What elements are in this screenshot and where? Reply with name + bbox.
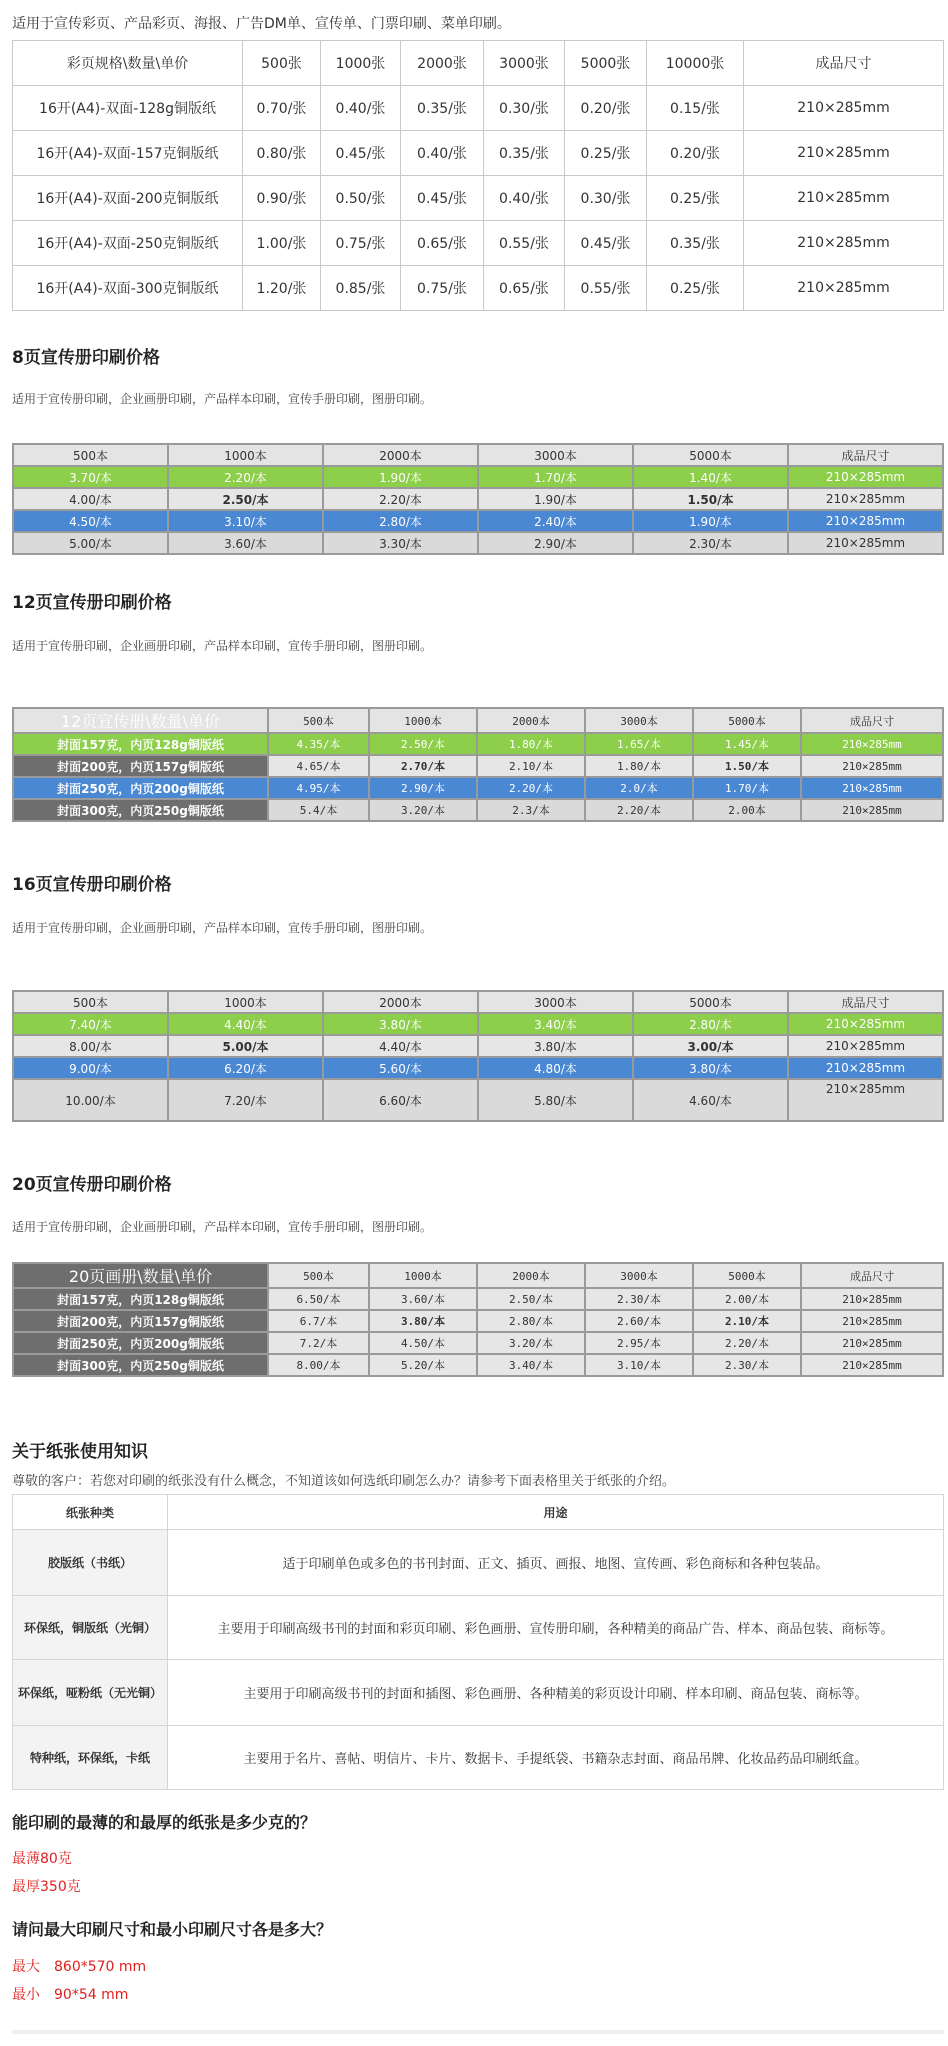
table-cell: 210×285mm: [788, 466, 943, 488]
table-cell: 0.30/张: [484, 86, 565, 131]
table-cell: 2.10/本: [477, 755, 585, 777]
table-cell: 1000本: [369, 708, 477, 733]
table-cell: 2.50/本: [168, 488, 323, 510]
table-cell: 1.90/本: [633, 510, 788, 532]
table-cell: 主要用于印刷高级书刊的封面和插图、彩色画册、各种精美的彩页设计印刷、样本印刷、商品包装、商标等。: [168, 1660, 944, 1726]
table-cell: 210×285mm: [744, 86, 944, 131]
table-cell: 2.80/本: [477, 1310, 585, 1332]
table-cell: 2.00本: [693, 799, 801, 821]
table-cell: 3.60/本: [369, 1288, 477, 1310]
section-title-12p: 12页宣传册印刷价格: [12, 593, 172, 613]
section-desc-20p: 适用于宣传册印刷，企业画册印刷，产品样本印刷，宣传手册印刷，图册印刷。: [12, 1220, 433, 1234]
table-cell: 0.55/张: [484, 221, 565, 266]
table-cell: 1.80/本: [477, 733, 585, 755]
section-title-paper: 关于纸张使用知识: [12, 1442, 148, 1462]
header-cell: 1000张: [321, 41, 401, 86]
table-row: [13, 1013, 943, 1035]
table-cell: 2000本: [323, 444, 478, 466]
table-cell: 纸张种类: [13, 1495, 168, 1530]
table-cell: 4.00/本: [13, 488, 168, 510]
table-cell: 0.35/张: [484, 131, 565, 176]
table-cell: 0.30/张: [565, 176, 647, 221]
table-row: [13, 1726, 944, 1790]
table-cell: 210×285mm: [801, 777, 943, 799]
table-cell: 主要用于印刷高级书刊的封面和彩页印刷、彩色画册、宣传册印刷，各种精美的商品广告、样本、商品包装、商标等。: [168, 1596, 944, 1660]
table-cell: 1.70/本: [478, 466, 633, 488]
section-desc-16p: 适用于宣传册印刷，企业画册印刷，产品样本印刷，宣传手册印刷，图册印刷。: [12, 921, 433, 935]
table-cell: 4.65/本: [268, 755, 369, 777]
table-header-row: [13, 41, 944, 86]
table-cell: 2.3/本: [477, 799, 585, 821]
table-cell: 4.80/本: [478, 1057, 633, 1079]
table-cell: 0.65/张: [484, 266, 565, 311]
table-cell: 1.45/本: [693, 733, 801, 755]
table-cell: 500本: [268, 708, 369, 733]
table-cell: 10.00/本: [13, 1079, 168, 1121]
table-cell: 6.60/本: [323, 1079, 478, 1121]
table-cell: 2.10/本: [693, 1310, 801, 1332]
table-cell: 16开(A4)-双面-250克铜版纸: [13, 221, 243, 266]
table-cell: 4.35/本: [268, 733, 369, 755]
bottom-divider: [12, 2030, 944, 2034]
table-cell: 6.50/本: [268, 1288, 369, 1310]
table-cell: 3000本: [478, 444, 633, 466]
table-cell: 2.20/本: [693, 1332, 801, 1354]
table-cell: 500本: [13, 444, 168, 466]
header-cell: 10000张: [647, 41, 744, 86]
table-cell: 封面250克，内页200g铜版纸: [13, 777, 268, 799]
table-cell: 2.30/本: [693, 1354, 801, 1376]
table-cell: 0.20/张: [647, 131, 744, 176]
table-cell: 5000本: [693, 708, 801, 733]
table-cell: 210×285mm: [788, 1079, 943, 1121]
table-cell: 3.10/本: [585, 1354, 693, 1376]
table-cell: 5000本: [633, 444, 788, 466]
table-cell: 7.40/本: [13, 1013, 168, 1035]
table-cell: 210×285mm: [744, 221, 944, 266]
table-cell: 3.10/本: [168, 510, 323, 532]
table-cell: 0.55/张: [565, 266, 647, 311]
table-row: [13, 266, 944, 311]
table-cell: 12页宣传册\数量\单价: [13, 708, 268, 733]
paper-table: [12, 1494, 944, 1790]
table-cell: 封面157克，内页128g铜版纸: [13, 1288, 268, 1310]
table-cell: 3.20/本: [477, 1332, 585, 1354]
table-cell: 2.90/本: [478, 532, 633, 554]
table-cell: 2.70/本: [369, 755, 477, 777]
table-row: [13, 466, 943, 488]
table-cell: 3.00/本: [633, 1035, 788, 1057]
table-cell: 适于印刷单色或多色的书刊封面、正文、插页、画报、地图、宣传画、彩色商标和各种包装品。: [168, 1530, 944, 1596]
table-cell: 210×285mm: [801, 1332, 943, 1354]
table-cell: 5.20/本: [369, 1354, 477, 1376]
table-cell: 210×285mm: [744, 266, 944, 311]
price-table-16p: [12, 990, 944, 1122]
table-cell: 3.40/本: [478, 1013, 633, 1035]
table-cell: 6.7/本: [268, 1310, 369, 1332]
price-table-20p: [12, 1262, 944, 1377]
table-cell: 1.00/张: [243, 221, 321, 266]
table-cell: 0.15/张: [647, 86, 744, 131]
table-cell: 2.20/本: [168, 466, 323, 488]
table-cell: 5000本: [693, 1263, 801, 1288]
table-row: [13, 1035, 943, 1057]
table-cell: 封面157克，内页128g铜版纸: [13, 733, 268, 755]
table-cell: 210×285mm: [788, 510, 943, 532]
answer-max-size: 最大 860*570 mm: [12, 1959, 147, 1975]
answer-thinnest: 最薄80克: [12, 1851, 72, 1867]
table-cell: 1000本: [168, 444, 323, 466]
table-cell: 5.00/本: [168, 1035, 323, 1057]
table-row: [13, 510, 943, 532]
table-cell: 0.20/张: [565, 86, 647, 131]
table-cell: 封面200克，内页157g铜版纸: [13, 1310, 268, 1332]
table-cell: 封面200克，内页157g铜版纸: [13, 755, 268, 777]
table-row: [13, 1596, 944, 1660]
table-cell: 封面250克，内页200g铜版纸: [13, 1332, 268, 1354]
table-cell: 20页画册\数量\单价: [13, 1263, 268, 1288]
table-cell: 8.00/本: [268, 1354, 369, 1376]
table-cell: 1.50/本: [633, 488, 788, 510]
table-header-row: [13, 991, 943, 1013]
table-cell: 2.20/本: [477, 777, 585, 799]
table-cell: 2.40/本: [478, 510, 633, 532]
table-cell: 2.20/本: [323, 488, 478, 510]
table-cell: 500本: [268, 1263, 369, 1288]
table-cell: 4.40/本: [323, 1035, 478, 1057]
table-cell: 16开(A4)-双面-200克铜版纸: [13, 176, 243, 221]
table-row: [13, 1310, 943, 1332]
table-cell: 2.80/本: [633, 1013, 788, 1035]
table-row: [13, 1288, 943, 1310]
table-row: [13, 176, 944, 221]
table-cell: 3.80/本: [633, 1057, 788, 1079]
table-cell: 4.50/本: [369, 1332, 477, 1354]
table-cell: 210×285mm: [801, 1288, 943, 1310]
table-row: [13, 1079, 943, 1121]
table-cell: 3.80/本: [478, 1035, 633, 1057]
table-cell: 1.70/本: [693, 777, 801, 799]
header-cell: 5000张: [565, 41, 647, 86]
table-cell: 0.75/张: [321, 221, 401, 266]
header-cell: 2000张: [401, 41, 484, 86]
section-title-20p: 20页宣传册印刷价格: [12, 1175, 172, 1195]
table-cell: 0.45/张: [565, 221, 647, 266]
table-cell: 0.90/张: [243, 176, 321, 221]
table-cell: 3.20/本: [369, 799, 477, 821]
table-header-row: [13, 1263, 943, 1288]
table-cell: 16开(A4)-双面-157克铜版纸: [13, 131, 243, 176]
table-cell: 2.50/本: [477, 1288, 585, 1310]
table-cell: 4.50/本: [13, 510, 168, 532]
section-title-8p: 8页宣传册印刷价格: [12, 348, 160, 368]
table-cell: 0.35/张: [647, 221, 744, 266]
table-cell: 1.20/张: [243, 266, 321, 311]
price-table-12p: [12, 707, 944, 822]
table-cell: 16开(A4)-双面-128g铜版纸: [13, 86, 243, 131]
table-cell: 1.40/本: [633, 466, 788, 488]
table-cell: 6.20/本: [168, 1057, 323, 1079]
table-cell: 胶版纸（书纸）: [13, 1530, 168, 1596]
table-cell: 0.25/张: [647, 176, 744, 221]
header-cell: 成品尺寸: [744, 41, 944, 86]
table-cell: 7.20/本: [168, 1079, 323, 1121]
table-row: [13, 799, 943, 821]
section-desc-paper: 尊敬的客户：若您对印刷的纸张没有什么概念，不知道该如何选纸印刷怎么办？请参考下面表格里关于纸张的介绍。: [12, 1474, 676, 1489]
table-cell: 1000本: [168, 991, 323, 1013]
question-print-size: 请问最大印刷尺寸和最小印刷尺寸各是多大？: [12, 1920, 333, 1939]
table-cell: 2.00/本: [693, 1288, 801, 1310]
table-cell: 210×285mm: [801, 755, 943, 777]
table-cell: 210×285mm: [801, 799, 943, 821]
table-cell: 3.40/本: [477, 1354, 585, 1376]
table-row: [13, 733, 943, 755]
table-cell: 210×285mm: [801, 1310, 943, 1332]
table-cell: 主要用于名片、喜帖、明信片、卡片、数据卡、手提纸袋、书籍杂志封面、商品吊牌、化妆品药品印刷纸盒。: [168, 1726, 944, 1790]
flyer-price-table: [12, 40, 944, 311]
table-cell: 0.40/张: [401, 131, 484, 176]
table-cell: 成品尺寸: [801, 708, 943, 733]
table-cell: 用途: [168, 1495, 944, 1530]
table-cell: 5.00/本: [13, 532, 168, 554]
table-cell: 1000本: [369, 1263, 477, 1288]
table-cell: 0.70/张: [243, 86, 321, 131]
table-cell: 5.80/本: [478, 1079, 633, 1121]
table-row: [13, 488, 943, 510]
table-cell: 210×285mm: [801, 1354, 943, 1376]
table-cell: 2.60/本: [585, 1310, 693, 1332]
table-row: [13, 131, 944, 176]
table-cell: 8.00/本: [13, 1035, 168, 1057]
table-cell: 2.30/本: [585, 1288, 693, 1310]
table-cell: 成品尺寸: [788, 991, 943, 1013]
table-cell: 2.95/本: [585, 1332, 693, 1354]
table-cell: 4.40/本: [168, 1013, 323, 1035]
table-cell: 0.50/张: [321, 176, 401, 221]
table-cell: 0.45/张: [321, 131, 401, 176]
table-cell: 3.80/本: [369, 1310, 477, 1332]
table-cell: 2.50/本: [369, 733, 477, 755]
table-cell: 0.35/张: [401, 86, 484, 131]
table-cell: 5000本: [633, 991, 788, 1013]
table-cell: 2.0/本: [585, 777, 693, 799]
table-cell: 7.2/本: [268, 1332, 369, 1354]
table-cell: 210×285mm: [788, 1035, 943, 1057]
table-cell: 5.60/本: [323, 1057, 478, 1079]
header-cell: 3000张: [484, 41, 565, 86]
table-cell: 3.80/本: [323, 1013, 478, 1035]
table-cell: 1.80/本: [585, 755, 693, 777]
table-cell: 成品尺寸: [788, 444, 943, 466]
table-row: [13, 221, 944, 266]
header-cell: 彩页规格\数量\单价: [13, 41, 243, 86]
table-cell: 210×285mm: [788, 488, 943, 510]
table-cell: 0.40/张: [484, 176, 565, 221]
table-cell: 0.45/张: [401, 176, 484, 221]
table-cell: 4.95/本: [268, 777, 369, 799]
table-cell: 3.70/本: [13, 466, 168, 488]
table-cell: 0.40/张: [321, 86, 401, 131]
section-desc-8p: 适用于宣传册印刷，企业画册印刷，产品样本印刷，宣传手册印刷，图册印刷。: [12, 392, 433, 406]
table-row: [13, 755, 943, 777]
table-cell: 0.25/张: [565, 131, 647, 176]
table-cell: 2.80/本: [323, 510, 478, 532]
table-cell: 1.50/本: [693, 755, 801, 777]
table-cell: 特种纸，环保纸，卡纸: [13, 1726, 168, 1790]
table-cell: 0.75/张: [401, 266, 484, 311]
table-cell: 210×285mm: [788, 532, 943, 554]
table-cell: 0.65/张: [401, 221, 484, 266]
table-cell: 成品尺寸: [801, 1263, 943, 1288]
table-cell: 3000本: [585, 708, 693, 733]
answer-min-size: 最小 90*54 mm: [12, 1987, 129, 2003]
table-cell: 4.60/本: [633, 1079, 788, 1121]
table-cell: 2000本: [477, 708, 585, 733]
table-row: [13, 1057, 943, 1079]
table-row: [13, 1332, 943, 1354]
table-row: [13, 777, 943, 799]
answer-thickest: 最厚350克: [12, 1879, 81, 1895]
table-cell: 0.85/张: [321, 266, 401, 311]
table-cell: 210×285mm: [744, 131, 944, 176]
table-cell: 环保纸，哑粉纸（无光铜）: [13, 1660, 168, 1726]
table-cell: 16开(A4)-双面-300克铜版纸: [13, 266, 243, 311]
table-cell: 环保纸，铜版纸（光铜）: [13, 1596, 168, 1660]
table-row: [13, 86, 944, 131]
table-cell: 210×285mm: [788, 1013, 943, 1035]
table-header-row: [13, 1495, 944, 1530]
table-cell: 2.30/本: [633, 532, 788, 554]
table-cell: 0.25/张: [647, 266, 744, 311]
table-header-row: [13, 444, 943, 466]
table-cell: 3.30/本: [323, 532, 478, 554]
table-row: [13, 1660, 944, 1726]
table-cell: 2.90/本: [369, 777, 477, 799]
table-cell: 1.90/本: [478, 488, 633, 510]
question-paper-weight: 能印刷的最薄的和最厚的纸张是多少克的？: [12, 1813, 317, 1832]
table-cell: 210×285mm: [744, 176, 944, 221]
table-cell: 500本: [13, 991, 168, 1013]
table-cell: 1.65/本: [585, 733, 693, 755]
table-cell: 封面300克，内页250g铜版纸: [13, 1354, 268, 1376]
table-row: [13, 532, 943, 554]
header-cell: 500张: [243, 41, 321, 86]
section-desc-12p: 适用于宣传册印刷，企业画册印刷，产品样本印刷，宣传手册印刷，图册印刷。: [12, 639, 433, 653]
table-cell: 3.60/本: [168, 532, 323, 554]
table-cell: 5.4/本: [268, 799, 369, 821]
table-row: [13, 1530, 944, 1596]
table-cell: 210×285mm: [788, 1057, 943, 1079]
table-cell: 0.80/张: [243, 131, 321, 176]
table-cell: 2000本: [323, 991, 478, 1013]
table-cell: 9.00/本: [13, 1057, 168, 1079]
table-cell: 3000本: [478, 991, 633, 1013]
table-cell: 2.20/本: [585, 799, 693, 821]
table-cell: 3000本: [585, 1263, 693, 1288]
table-cell: 210×285mm: [801, 733, 943, 755]
intro-text: 适用于宣传彩页、产品彩页、海报、广告DM单、宣传单、门票印刷、菜单印刷。: [12, 16, 511, 32]
table-row: [13, 1354, 943, 1376]
section-title-16p: 16页宣传册印刷价格: [12, 875, 172, 895]
table-cell: 封面300克，内页250g铜版纸: [13, 799, 268, 821]
price-table-8p: [12, 443, 944, 555]
table-cell: 2000本: [477, 1263, 585, 1288]
table-header-row: [13, 708, 943, 733]
table-cell: 1.90/本: [323, 466, 478, 488]
